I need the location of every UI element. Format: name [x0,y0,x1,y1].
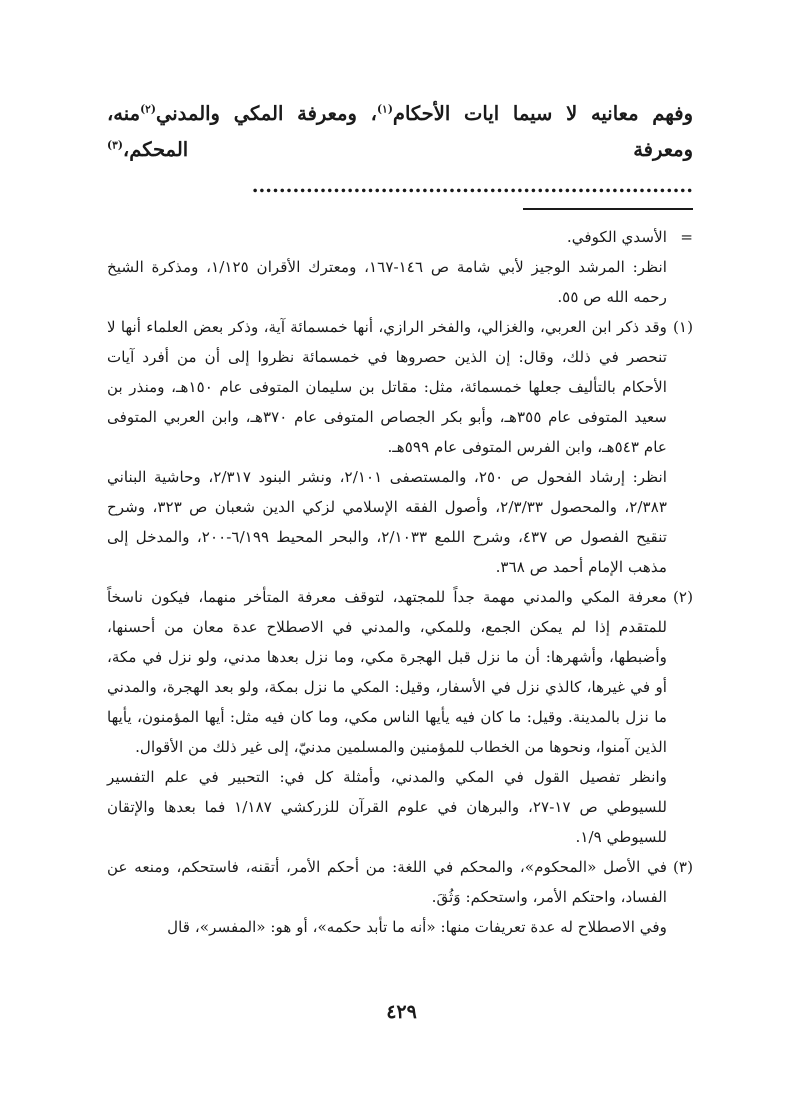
main-text [107,96,693,204]
page-number: ٤٢٩ [386,1001,417,1023]
footnote-paragraph: انظر: المرشد الوجيز لأبي شامة ص ١٤٦-١٦٧، ومعترك الأقران ١/١٢٥، ومذكرة الشيخ رحمه الله ص ٥٥. [107,258,667,306]
main-text-segment-3: منه، ومعرفة المحكم، [107,102,693,161]
footnote-2 [107,582,693,852]
footnote-ref-3: (٣) [107,138,123,152]
footnote-paragraph: معرفة المكي والمدني مهمة جداً للمجتهد، لتوقف معرفة المتأخر منهما، فيكون ناسخاً للمتقدم إذا لم يمكن الجمع، وللمكي، والمدني في الاصطلاح عدة معان من أحسنها، وأضبطها، وأشهرها: أن ما نزل قبل الهجرة مكي، وما نزل بعدها مدني، ولو نزل في مكة، أو في غيرها، كالذي نزل في الأسفار، وقيل: المكي ما نزل بمكة، ولو بعد الهجرة، والمدني ما نزل بالمدينة. وقيل: ما كان فيه يأيها الناس مكي، وما كان فيه مثل: أيها المؤمنون، يأيها الذين آمنوا، ونحوها من الخطاب للمؤمنين والمسلمين مدنيّ، إلى غير ذلك من الأقوال. [107,588,667,756]
footnotes [107,222,693,942]
footnote-1 [107,312,693,582]
main-text-segment-1: وفهم معانيه لا سيما ايات الأحكام [392,102,693,125]
footnote-1-marker: (١) [672,318,693,336]
footnote-3-marker: (٣) [672,858,693,876]
main-text-segment-2: ، ومعرفة المكي والمدني [156,102,377,125]
footnote-paragraph: الأسدي الكوفي. [566,228,667,246]
footnote-paragraph: انظر: إرشاد الفحول ص ٢٥٠، والمستصفى ٢/١٠١، ونشر البنود ٢/٣١٧، وحاشية البناني ٢/٣٨٣، والمحصول ٢/٣/٣٣، وأصول الفقه الإسلامي لزكي الدين شعبان ص ٣٢٣، وشرح تنقيح الفصول ص ٤٣٧، وشرح اللمع ٢/١٠٣٣، والبحر المحيط ٦/١٩٩-٢٠٠، والمدخل إلى مذهب الإمام أحمد ص ٣٦٨. [107,468,668,576]
footnote-paragraph: وانظر تفصيل القول في المكي والمدني، وأمثلة كل في: التحبير في علم التفسير للسيوطي ص ١٧-٢٧، والبرهان في علوم القرآن للزركشي ١/١٨٧ فما بعدها والإتقان للسيوطي ١/٩. [107,768,667,846]
footnote-divider [523,208,693,210]
footnote-2-marker: (٢) [672,588,693,606]
footnote-paragraph: وفي الاصطلاح له عدة تعريفات منها: «أنه ما تأبد حكمه»، أو هو: «المفسر»، قال [167,918,667,936]
footnote-continuation [107,222,693,312]
footnote-continuation-marker: = [680,228,693,246]
footnote-paragraph: وقد ذكر ابن العربي، والغزالي، والفخر الرازي، أنها خمسمائة آية، وذكر بعض العلماء أنها لا تنحصر في ذلك، وقال: إن الذين حصروها في خمسمائة نظروا إلى أن من أفرد آيات الأحكام بالتأليف جعلها خمسمائة، مثل: مقاتل بن سليمان المتوفى عام ١٥٠هـ، ومنذر بن سعيد المتوفى عام ٣٥٥هـ، وأبو بكر الجصاص المتوفى عام ٣٧٠هـ، وابن العربي المتوفى عام ٥٤٣هـ، وابن الفرس المتوفى عام ٥٩٩هـ. [107,318,667,456]
footnote-ref-2: (٢) [140,102,156,116]
main-text-dots: ................................................................. [251,174,693,197]
footnote-paragraph: في الأصل «المحكوم»، والمحكم في اللغة: من أحكم الأمر، أتقنه، فاستحكم، ومنعه عن الفساد، واحتكم الأمر، واستحكم: وَثُقَ. [107,858,667,906]
footnote-ref-1: (١) [376,102,393,116]
footnote-3 [107,852,693,942]
